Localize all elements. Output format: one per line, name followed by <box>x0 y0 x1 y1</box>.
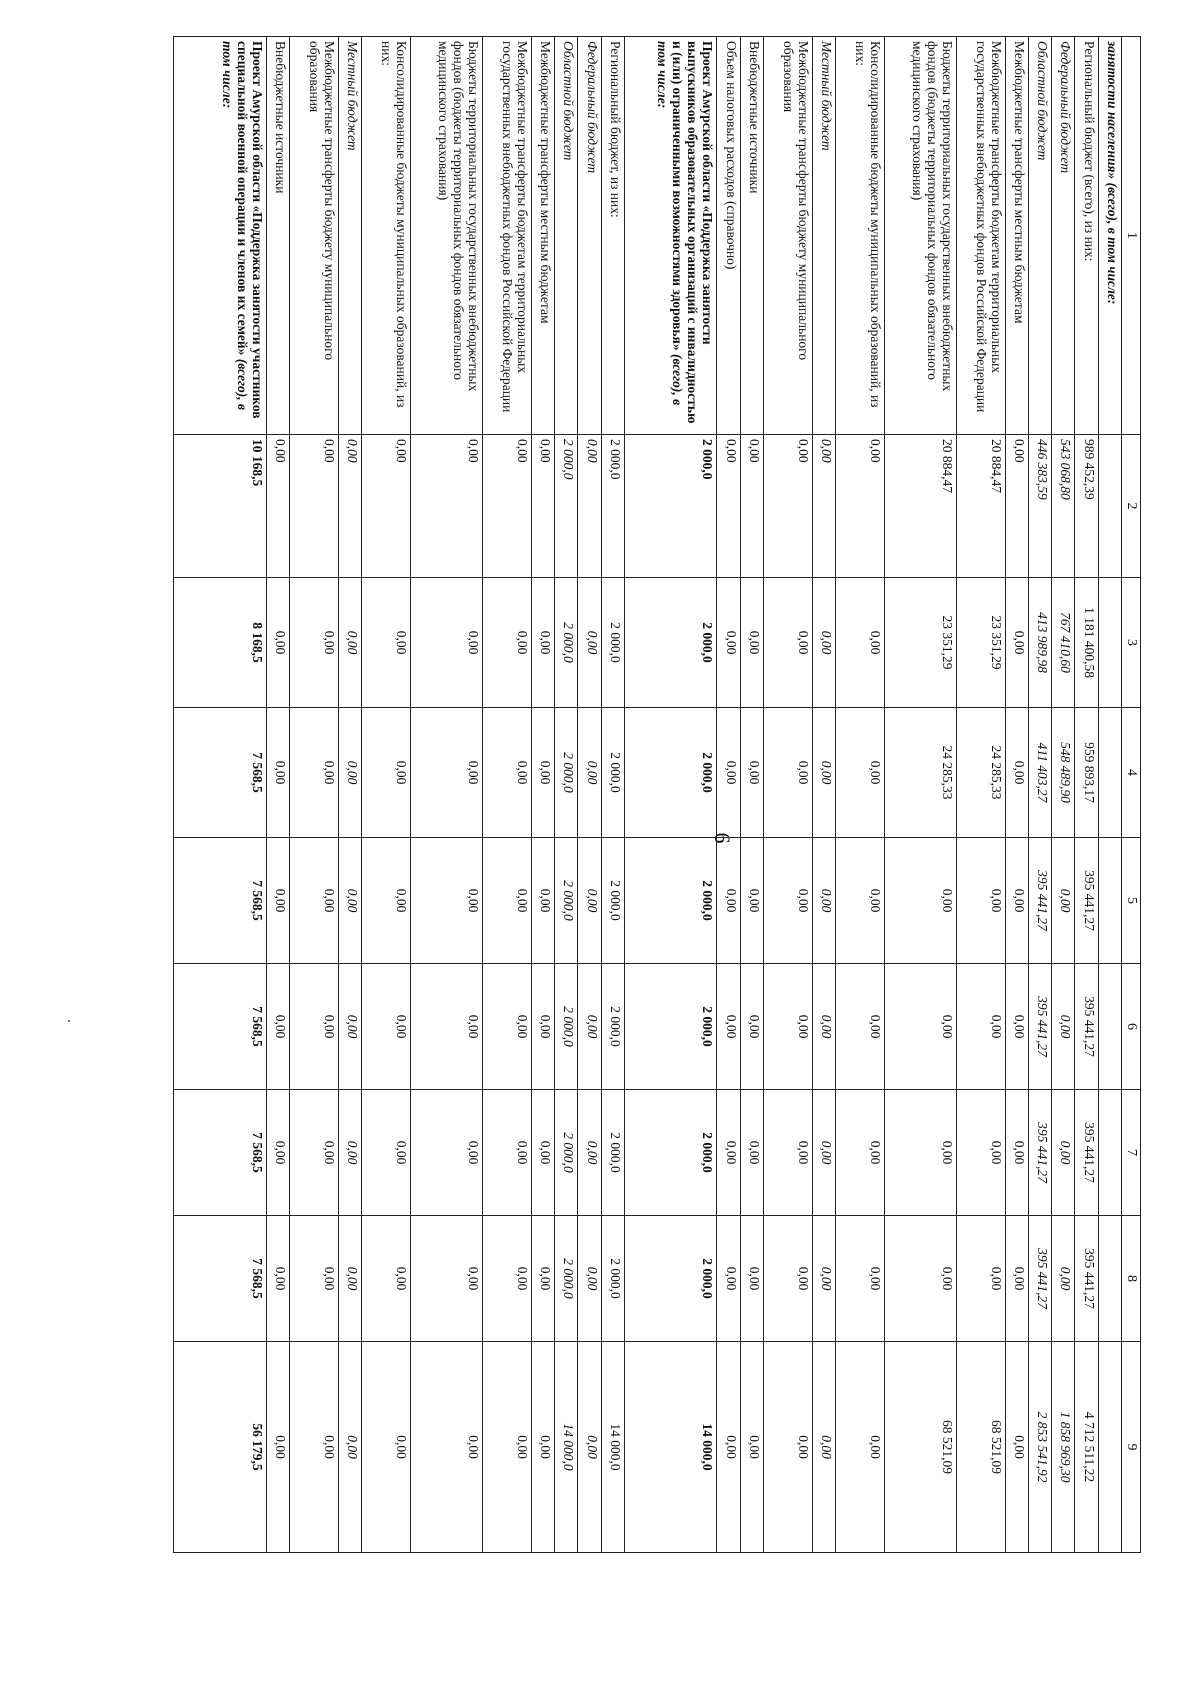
value-cell: 2 000,0 <box>624 964 717 1090</box>
value-cell: 0,00 <box>884 838 956 964</box>
value-cell: 395 441,27 <box>1028 964 1051 1090</box>
value-cell: 0,00 <box>531 838 554 964</box>
row-label: Федеральный бюджет <box>1058 41 1074 174</box>
table-row <box>884 37 956 1553</box>
value-cell: 0,00 <box>717 1216 740 1342</box>
value-cell: 0,00 <box>410 964 482 1090</box>
row-label-cell <box>1005 37 1028 435</box>
row-label: Региональный бюджет (всего), из них: <box>1081 41 1097 262</box>
row-label: Межбюджетные трансферты бюджету муниципального образования <box>780 41 811 361</box>
value-cell: 24 285,33 <box>884 708 956 838</box>
value-cell: 0,00 <box>531 964 554 1090</box>
value-cell: 0,00 <box>410 1090 482 1216</box>
value-cell: 4 712 511,22 <box>1075 1342 1098 1553</box>
value-cell: 0,00 <box>1005 1216 1028 1342</box>
value-cell: 0,00 <box>836 838 885 964</box>
table-body <box>174 37 1122 1553</box>
value-cell: 0,00 <box>740 964 763 1090</box>
value-cell: 2 000,0 <box>624 1216 717 1342</box>
value-cell: 2 000,0 <box>601 964 624 1090</box>
value-cell: 0,00 <box>717 435 740 578</box>
row-label-cell <box>601 37 624 435</box>
value-cell: 0,00 <box>740 1342 763 1553</box>
row-label-cell <box>884 37 956 435</box>
value-cell: 0,00 <box>763 435 812 578</box>
value-cell: 0,00 <box>482 838 531 964</box>
value-cell: 1 181 400,58 <box>1075 578 1098 708</box>
value-cell: 0,00 <box>1052 838 1075 964</box>
value-cell: 0,00 <box>1052 1216 1075 1342</box>
value-cell: 446 383,59 <box>1028 435 1051 578</box>
value-cell: 0,00 <box>884 1090 956 1216</box>
value-cell: 0,00 <box>578 578 601 708</box>
value-cell: 0,00 <box>410 1342 482 1553</box>
value-cell: 0,00 <box>290 435 339 578</box>
table-row <box>266 37 289 1553</box>
value-cell: 0,00 <box>362 1090 411 1216</box>
row-label-cell <box>763 37 812 435</box>
row-label-cell <box>1098 37 1121 435</box>
value-cell: 10 168,5 <box>174 435 267 578</box>
value-cell: 2 000,0 <box>555 578 578 708</box>
value-cell: 0,00 <box>410 838 482 964</box>
row-label: Местный бюджет <box>345 41 361 151</box>
value-cell: 2 000,0 <box>601 1090 624 1216</box>
value-cell: 0,00 <box>1005 708 1028 838</box>
value-cell: 20 884,47 <box>956 435 1005 578</box>
value-cell: 2 000,0 <box>555 435 578 578</box>
value-cell: 2 000,0 <box>601 1216 624 1342</box>
value-cell: 395 441,27 <box>1075 964 1098 1090</box>
value-cell: 68 521,09 <box>956 1342 1005 1553</box>
value-cell: 2 000,0 <box>601 838 624 964</box>
column-header: 3 <box>1122 578 1141 708</box>
value-cell: 0,00 <box>836 578 885 708</box>
scan-dot <box>68 1020 70 1022</box>
row-label: Межбюджетные трансферты местным бюджетам <box>538 41 554 324</box>
row-label-cell <box>290 37 339 435</box>
value-cell: 395 441,27 <box>1075 1216 1098 1342</box>
value-cell: 14 000,0 <box>555 1342 578 1553</box>
value-cell: 0,00 <box>836 1090 885 1216</box>
value-cell <box>1098 708 1121 838</box>
value-cell: 0,00 <box>740 838 763 964</box>
table-row <box>1028 37 1051 1553</box>
value-cell: 0,00 <box>338 578 361 708</box>
value-cell: 0,00 <box>812 964 835 1090</box>
value-cell: 2 000,0 <box>624 1090 717 1216</box>
value-cell: 2 000,0 <box>624 708 717 838</box>
value-cell: 0,00 <box>410 708 482 838</box>
table-row <box>555 37 578 1553</box>
row-label-cell <box>410 37 482 435</box>
row-label-cell <box>174 37 267 435</box>
value-cell <box>1098 578 1121 708</box>
table-row <box>812 37 835 1553</box>
value-cell: 0,00 <box>836 708 885 838</box>
row-label-cell <box>338 37 361 435</box>
value-cell: 0,00 <box>531 708 554 838</box>
budget-table <box>173 36 1141 1553</box>
row-label: Консолидированные бюджеты муниципальных образований, из них: <box>378 41 409 408</box>
table-row <box>362 37 411 1553</box>
column-header: 9 <box>1122 1342 1141 1553</box>
value-cell: 0,00 <box>1005 1090 1028 1216</box>
value-cell: 0,00 <box>717 708 740 838</box>
value-cell: 0,00 <box>717 578 740 708</box>
table-row <box>624 37 717 1553</box>
column-header: 6 <box>1122 964 1141 1090</box>
rotated-table-container <box>173 36 1141 1552</box>
column-header: 7 <box>1122 1090 1141 1216</box>
table-row <box>290 37 339 1553</box>
value-cell: 0,00 <box>290 964 339 1090</box>
value-cell: 0,00 <box>290 838 339 964</box>
row-label: Внебюджетные источники <box>273 41 289 194</box>
row-label: Консолидированные бюджеты муниципальных образований, из них: <box>852 41 883 408</box>
value-cell: 2 000,0 <box>555 964 578 1090</box>
value-cell: 0,00 <box>290 1342 339 1553</box>
value-cell: 0,00 <box>836 435 885 578</box>
value-cell: 2 000,0 <box>601 708 624 838</box>
value-cell: 0,00 <box>763 1216 812 1342</box>
value-cell: 0,00 <box>482 435 531 578</box>
value-cell: 395 441,27 <box>1028 838 1051 964</box>
table-row <box>1075 37 1098 1553</box>
value-cell: 0,00 <box>1005 838 1028 964</box>
value-cell: 0,00 <box>836 1342 885 1553</box>
table-row <box>1098 37 1121 1553</box>
value-cell: 0,00 <box>740 578 763 708</box>
row-label-cell <box>531 37 554 435</box>
table-row <box>836 37 885 1553</box>
value-cell: 23 351,29 <box>956 578 1005 708</box>
value-cell <box>1098 435 1121 578</box>
value-cell: 0,00 <box>266 964 289 1090</box>
value-cell <box>1098 1342 1121 1553</box>
value-cell: 0,00 <box>812 435 835 578</box>
value-cell: 548 489,90 <box>1052 708 1075 838</box>
value-cell: 0,00 <box>266 1342 289 1553</box>
value-cell: 0,00 <box>578 838 601 964</box>
value-cell: 0,00 <box>482 1216 531 1342</box>
row-label: Объем налоговых расходов (справочно) <box>723 41 739 270</box>
value-cell: 2 000,0 <box>555 838 578 964</box>
value-cell: 20 884,47 <box>884 435 956 578</box>
value-cell: 0,00 <box>266 435 289 578</box>
value-cell: 2 000,0 <box>555 1090 578 1216</box>
value-cell: 0,00 <box>362 578 411 708</box>
row-label-cell <box>266 37 289 435</box>
value-cell: 24 285,33 <box>956 708 1005 838</box>
column-header: 2 <box>1122 435 1141 578</box>
value-cell: 2 000,0 <box>624 838 717 964</box>
row-label: Проект Амурской области «Поддержка занятости участников специальной военной операции и членов их семей» <box>234 41 265 419</box>
value-cell: 0,00 <box>717 1090 740 1216</box>
value-cell: 0,00 <box>578 1342 601 1553</box>
value-cell: 0,00 <box>482 964 531 1090</box>
value-cell: 395 441,27 <box>1075 1090 1098 1216</box>
value-cell: 0,00 <box>740 1090 763 1216</box>
value-cell: 0,00 <box>290 578 339 708</box>
value-cell: 0,00 <box>812 1342 835 1553</box>
row-label: Региональный бюджет, из них: <box>607 41 623 218</box>
value-cell: 0,00 <box>812 1216 835 1342</box>
value-cell <box>1098 964 1121 1090</box>
row-label-cell <box>1075 37 1098 435</box>
row-label-tail: (всего), в том числе: <box>219 41 250 410</box>
table-row <box>601 37 624 1553</box>
row-label-cell <box>812 37 835 435</box>
row-label-cell <box>1052 37 1075 435</box>
row-label-cell <box>740 37 763 435</box>
value-cell: 0,00 <box>836 1216 885 1342</box>
value-cell: 0,00 <box>717 838 740 964</box>
value-cell: 0,00 <box>578 1090 601 1216</box>
value-cell: 0,00 <box>338 838 361 964</box>
value-cell: 14 000,0 <box>601 1342 624 1553</box>
value-cell: 0,00 <box>362 964 411 1090</box>
value-cell: 0,00 <box>266 578 289 708</box>
value-cell: 413 989,98 <box>1028 578 1051 708</box>
table-row <box>1052 37 1075 1553</box>
value-cell: 0,00 <box>1005 578 1028 708</box>
value-cell: 395 441,27 <box>1075 838 1098 964</box>
value-cell: 56 179,5 <box>174 1342 267 1553</box>
column-header: 5 <box>1122 838 1141 964</box>
row-label-cell <box>1028 37 1051 435</box>
value-cell: 0,00 <box>410 435 482 578</box>
value-cell: 0,00 <box>338 1090 361 1216</box>
value-cell: 0,00 <box>1005 964 1028 1090</box>
value-cell <box>1098 838 1121 964</box>
value-cell: 0,00 <box>812 1090 835 1216</box>
value-cell: 68 521,09 <box>884 1342 956 1553</box>
value-cell: 0,00 <box>763 964 812 1090</box>
table-row <box>174 37 267 1553</box>
row-label-cell <box>624 37 717 435</box>
value-cell: 0,00 <box>362 838 411 964</box>
value-cell: 0,00 <box>956 964 1005 1090</box>
value-cell: 0,00 <box>717 1342 740 1553</box>
value-cell: 0,00 <box>362 1342 411 1553</box>
value-cell: 2 000,0 <box>555 708 578 838</box>
row-label: Проект Амурской области «Поддержка занятости выпускников образовательных организаций с инвалидностью и (или) ограниченными возможностями здоровья» <box>670 41 716 424</box>
value-cell: 7 568,5 <box>174 1216 267 1342</box>
value-cell: 0,00 <box>290 708 339 838</box>
value-cell: 543 068,80 <box>1052 435 1075 578</box>
value-cell: 0,00 <box>266 838 289 964</box>
table-header-row <box>1122 37 1141 1553</box>
value-cell: 0,00 <box>338 435 361 578</box>
value-cell: 959 893,17 <box>1075 708 1098 838</box>
value-cell <box>1098 1216 1121 1342</box>
table-row <box>763 37 812 1553</box>
table-row <box>482 37 531 1553</box>
table-row <box>531 37 554 1553</box>
value-cell: 0,00 <box>836 964 885 1090</box>
value-cell: 14 000,0 <box>624 1342 717 1553</box>
row-label: Бюджеты территориальных государственных внебюджетных фондов (бюджеты территориальных фондов обязательного медицинского страхования) <box>435 41 481 392</box>
value-cell: 0,00 <box>763 838 812 964</box>
value-cell: 767 410,60 <box>1052 578 1075 708</box>
value-cell: 7 568,5 <box>174 708 267 838</box>
value-cell: 0,00 <box>763 1342 812 1553</box>
page-number: 6 <box>710 832 735 844</box>
value-cell: 0,00 <box>740 708 763 838</box>
value-cell: 0,00 <box>956 1216 1005 1342</box>
row-label: Внебюджетные источники <box>746 41 762 194</box>
row-label-cell <box>482 37 531 435</box>
column-header: 1 <box>1122 37 1141 435</box>
row-label: Местный бюджет <box>819 41 835 151</box>
row-label-cell <box>578 37 601 435</box>
value-cell: 411 403,27 <box>1028 708 1051 838</box>
column-header: 4 <box>1122 708 1141 838</box>
value-cell: 0,00 <box>763 1090 812 1216</box>
row-label: Межбюджетные трансферты бюджету муниципального образования <box>306 41 337 361</box>
row-label: Межбюджетные трансферты бюджетам территориальных государственных внебюджетных фондов Российской Федерации <box>499 41 530 413</box>
value-cell: 0,00 <box>884 964 956 1090</box>
value-cell: 0,00 <box>338 708 361 838</box>
value-cell: 2 000,0 <box>555 1216 578 1342</box>
value-cell: 0,00 <box>956 838 1005 964</box>
value-cell: 0,00 <box>338 1216 361 1342</box>
value-cell: 0,00 <box>266 1216 289 1342</box>
value-cell: 0,00 <box>1005 1342 1028 1553</box>
column-header: 8 <box>1122 1216 1141 1342</box>
value-cell: 0,00 <box>362 435 411 578</box>
value-cell: 0,00 <box>578 1216 601 1342</box>
value-cell: 8 168,5 <box>174 578 267 708</box>
value-cell: 23 351,29 <box>884 578 956 708</box>
value-cell: 0,00 <box>1052 1090 1075 1216</box>
table-row <box>410 37 482 1553</box>
table-row <box>578 37 601 1553</box>
row-label: Межбюджетные трансферты бюджетам территориальных государственных внебюджетных фондов Российской Федерации <box>973 41 1004 413</box>
table-row <box>1005 37 1028 1553</box>
row-label-cell <box>717 37 740 435</box>
table-row <box>956 37 1005 1553</box>
value-cell <box>1098 1090 1121 1216</box>
value-cell: 2 000,0 <box>624 578 717 708</box>
value-cell: 0,00 <box>578 964 601 1090</box>
value-cell: 0,00 <box>266 708 289 838</box>
row-label: Областной бюджет <box>1035 41 1051 161</box>
value-cell: 2 000,0 <box>601 435 624 578</box>
value-cell: 1 858 969,30 <box>1052 1342 1075 1553</box>
value-cell: 0,00 <box>884 1216 956 1342</box>
table-row <box>717 37 740 1553</box>
value-cell: 0,00 <box>410 578 482 708</box>
value-cell: 0,00 <box>578 708 601 838</box>
row-label: Областной бюджет <box>561 41 577 161</box>
value-cell: 0,00 <box>740 435 763 578</box>
value-cell: 7 568,5 <box>174 838 267 964</box>
value-cell: 0,00 <box>578 435 601 578</box>
value-cell: 0,00 <box>812 578 835 708</box>
value-cell: 0,00 <box>763 578 812 708</box>
value-cell: 0,00 <box>290 1090 339 1216</box>
value-cell: 2 000,0 <box>601 578 624 708</box>
value-cell: 0,00 <box>362 708 411 838</box>
row-label: занятости населения» (всего), в том числе: <box>1105 41 1120 305</box>
value-cell: 0,00 <box>531 1216 554 1342</box>
value-cell: 0,00 <box>482 578 531 708</box>
value-cell: 0,00 <box>266 1090 289 1216</box>
value-cell: 7 568,5 <box>174 1090 267 1216</box>
value-cell: 0,00 <box>338 1342 361 1553</box>
value-cell: 0,00 <box>1052 964 1075 1090</box>
table-row <box>338 37 361 1553</box>
value-cell: 0,00 <box>531 1090 554 1216</box>
value-cell: 0,00 <box>482 708 531 838</box>
value-cell: 0,00 <box>1005 435 1028 578</box>
value-cell: 395 441,27 <box>1028 1090 1051 1216</box>
value-cell: 0,00 <box>290 1216 339 1342</box>
row-label: Бюджеты территориальных государственных внебюджетных фондов (бюджеты территориальных фондов обязательного медицинского страхования) <box>909 41 955 392</box>
row-label-cell <box>362 37 411 435</box>
row-label-cell <box>555 37 578 435</box>
value-cell: 0,00 <box>410 1216 482 1342</box>
value-cell: 0,00 <box>812 708 835 838</box>
row-label: Федеральный бюджет <box>584 41 600 174</box>
value-cell: 0,00 <box>482 1342 531 1553</box>
value-cell: 0,00 <box>482 1090 531 1216</box>
value-cell: 0,00 <box>531 1342 554 1553</box>
value-cell: 989 452,39 <box>1075 435 1098 578</box>
value-cell: 0,00 <box>740 1216 763 1342</box>
value-cell: 0,00 <box>362 1216 411 1342</box>
row-label-tail: (всего), в том числе: <box>655 41 686 406</box>
row-label-cell <box>956 37 1005 435</box>
value-cell: 2 853 541,92 <box>1028 1342 1051 1553</box>
value-cell: 0,00 <box>763 708 812 838</box>
row-label-cell <box>836 37 885 435</box>
value-cell: 0,00 <box>717 964 740 1090</box>
value-cell: 395 441,27 <box>1028 1216 1051 1342</box>
table-row <box>740 37 763 1553</box>
value-cell: 0,00 <box>956 1090 1005 1216</box>
value-cell: 0,00 <box>531 578 554 708</box>
value-cell: 0,00 <box>531 435 554 578</box>
value-cell: 7 568,5 <box>174 964 267 1090</box>
value-cell: 0,00 <box>338 964 361 1090</box>
value-cell: 2 000,0 <box>624 435 717 578</box>
row-label: Межбюджетные трансферты местным бюджетам <box>1011 41 1027 324</box>
value-cell: 0,00 <box>812 838 835 964</box>
